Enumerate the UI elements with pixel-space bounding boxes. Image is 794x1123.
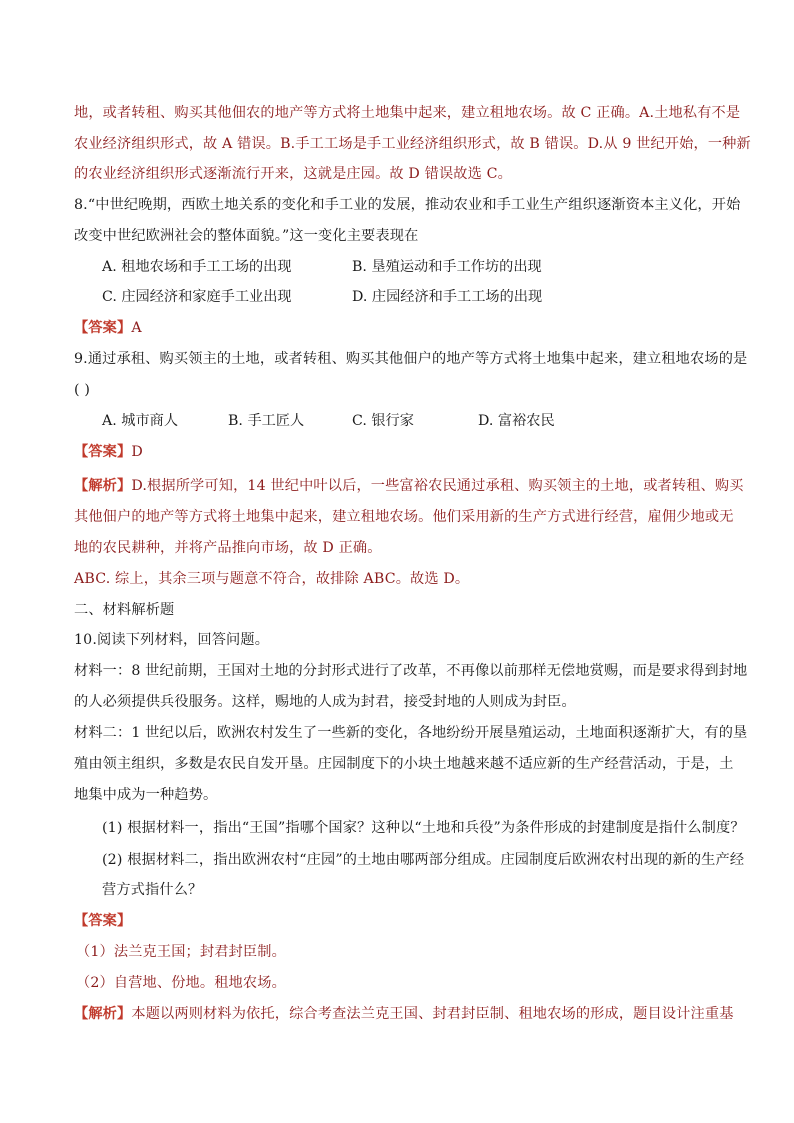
sub-question-2: (2) 根据材料二，指出欧洲农村“庄园”的土地由哪两部分组成。庄园制度后欧洲农村出现的新的生产经 [102, 852, 745, 868]
answer-tag: 【答案】 [74, 444, 132, 460]
explanation-line: 的农业经济组织形式逐渐流行开来，这就是庄园。故 D 错误故选 C。 [74, 166, 512, 182]
question-8-stem: 8.“中世纪晚期，西欧土地关系的变化和手工业的发展，推动农业和手工业生产组织逐渐资本主义化，开始 [74, 197, 741, 213]
question-9-option-d: D. 富裕农民 [478, 413, 555, 429]
question-10-analysis [74, 1004, 734, 1024]
material-1: 材料一：8 世纪前期，王国对土地的分封形式进行了改革，不再像以前那样无偿地赏赐，而是要求得到封地 [74, 663, 748, 679]
analysis-line: 其他佃户的地产等方式将土地集中起来，建立租地农场。他们采用新的生产方式进行经营，雇佣少地或无 [74, 509, 734, 525]
section-heading: 二、材料解析题 [74, 602, 175, 618]
material-1: 的人必须提供兵役服务。这样，赐地的人成为封君，接受封地的人则成为封臣。 [74, 694, 576, 710]
analysis-text: 本题以两则材料为依托，综合考查法兰克王国、封君封臣制、租地农场的形成，题目设计注重基 [131, 1006, 734, 1022]
answer-line: （2）自营地、份地。租地农场。 [76, 975, 286, 991]
answer-value: D [131, 444, 143, 460]
analysis-tag: 【解析】 [74, 1006, 132, 1022]
analysis-line: 地的农民耕种，并将产品推向市场，故 D 正确。 [74, 540, 382, 556]
answer-tag: 【答案】 [74, 320, 132, 336]
question-9-option-b: B. 手工匠人 [228, 413, 305, 429]
sub-question-1: (1) 根据材料一，指出“王国”指哪个国家？这种以“土地和兵役”为条件形成的封建制度是指什么制度？ [102, 820, 745, 836]
question-9-option-a: A. 城市商人 [102, 413, 179, 429]
question-9-option-c: C. 银行家 [352, 413, 414, 429]
answer-tag: 【答案】 [74, 913, 132, 929]
analysis-text: D.根据所学可知，14 世纪中叶以后，一些富裕农民通过承租、购买领主的土地，或者转租、购买 [131, 478, 744, 494]
answer-value: A [131, 320, 142, 336]
question-10-stem: 10.阅读下列材料，回答问题。 [74, 632, 270, 648]
analysis-tag: 【解析】 [74, 478, 132, 494]
question-8-option-b: B. 垦殖运动和手工作坊的出现 [352, 259, 542, 275]
sub-question-2: 营方式指什么？ [102, 882, 203, 898]
question-9-stem: ( ) [74, 382, 91, 398]
question-8-stem: 改变中世纪欧洲社会的整体面貌。”这一变化主要表现在 [74, 228, 419, 244]
question-9-answer [74, 442, 724, 462]
material-2: 地集中成为一种趋势。 [74, 787, 218, 803]
question-8-option-c: C. 庄园经济和家庭手工业出现 [102, 289, 292, 305]
question-8-answer [74, 318, 724, 338]
question-8-option-a: A. 租地农场和手工工场的出现 [102, 259, 292, 275]
material-2: 殖由领主组织，多数是农民自发开垦。庄园制度下的小块土地越来越不适应新的生产经营活动，于是，土 [74, 756, 734, 772]
question-10-answer-tag [74, 911, 724, 931]
analysis-line: ABC. 综上，其余三项与题意不符合，故排除 ABC。故选 D。 [74, 571, 470, 587]
explanation-line: 农业经济组织形式，故 A 错误。B.手工工场是手工业经济组织形式，故 B 错误。D.从 9 世纪开始，一种新 [74, 136, 751, 152]
question-9-stem: 9.通过承租、购买领主的土地，或者转租、购买其他佃户的地产等方式将土地集中起来，建立租地农场的是 [74, 351, 748, 367]
explanation-line: 地，或者转租、购买其他佃农的地产等方式将土地集中起来，建立租地农场。故 C 正确。A.土地私有不是 [74, 105, 741, 121]
answer-line: （1）法兰克王国；封君封臣制。 [76, 944, 286, 960]
question-8-option-d: D. 庄园经济和手工工场的出现 [352, 289, 543, 305]
question-9-analysis [74, 476, 744, 496]
material-2: 材料二：1 世纪以后，欧洲农村发生了一些新的变化，各地纷纷开展垦殖运动，土地面积逐渐扩大，有的垦 [74, 725, 748, 741]
